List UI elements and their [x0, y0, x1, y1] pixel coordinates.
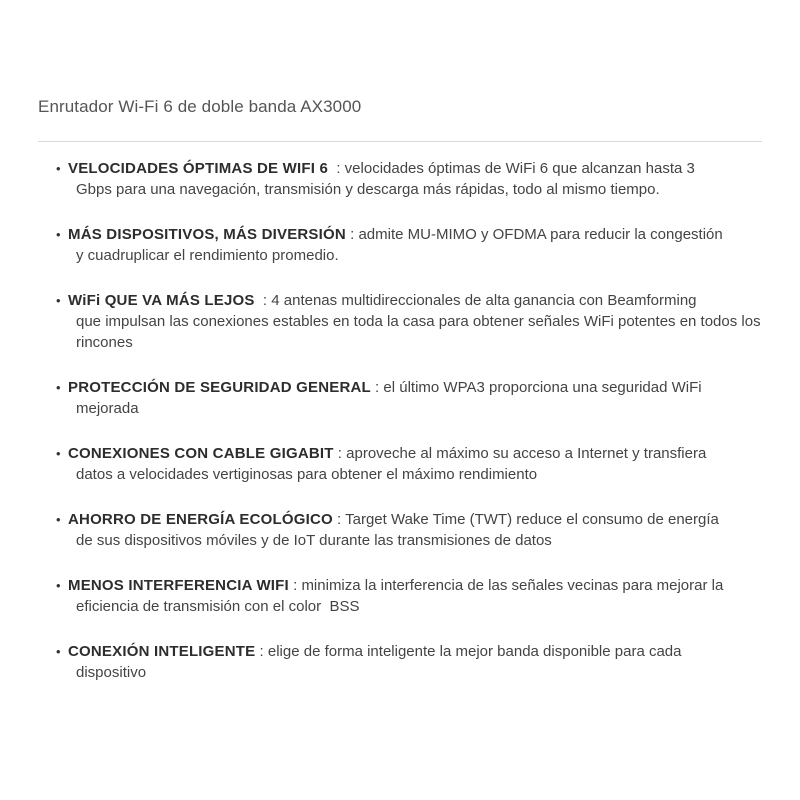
feature-description: velocidades óptimas de WiFi 6 que alcanzan hasta 3 — [344, 160, 695, 177]
feature-description-continued: y cuadruplicar el rendimiento promedio. — [76, 247, 339, 264]
bullet-icon: • — [56, 293, 61, 308]
feature-item — [56, 509, 766, 551]
feature-name: CONEXIONES CON CABLE GIGABIT — [68, 445, 334, 462]
feature-name: WiFi QUE VA MÁS LEJOS — [68, 292, 255, 309]
feature-separator: : — [254, 292, 272, 309]
feature-item — [56, 443, 766, 485]
feature-description-continued: mejorada — [76, 400, 139, 417]
feature-separator: : — [370, 379, 384, 396]
bullet-icon: • — [56, 578, 61, 593]
feature-text — [56, 443, 766, 485]
feature-separator: : — [345, 226, 359, 243]
feature-description: Target Wake Time (TWT) reduce el consumo de energía — [345, 511, 719, 528]
feature-text — [56, 158, 766, 200]
feature-name: VELOCIDADES ÓPTIMAS DE WIFI 6 — [68, 160, 328, 177]
feature-text — [56, 224, 766, 266]
feature-separator: : — [255, 643, 268, 660]
feature-description: elige de forma inteligente la mejor banda disponible para cada — [267, 643, 682, 660]
feature-description: minimiza la interferencia de las señales vecinas para mejorar la — [301, 577, 724, 594]
bullet-icon: • — [56, 512, 61, 527]
bullet-icon: • — [56, 446, 61, 461]
bullet-icon: • — [56, 161, 61, 176]
feature-name: CONEXIÓN INTELIGENTE — [68, 643, 256, 660]
feature-item — [56, 377, 766, 419]
bullet-icon: • — [56, 380, 61, 395]
page-title: Enrutador Wi-Fi 6 de doble banda AX3000 — [38, 97, 362, 116]
feature-name: AHORRO DE ENERGÍA ECOLÓGICO — [68, 511, 333, 528]
feature-separator: : — [328, 160, 345, 177]
feature-description-continued: Gbps para una navegación, transmisión y descarga más rápidas, todo al mismo tiempo. — [76, 181, 660, 198]
feature-item — [56, 290, 766, 353]
feature-description-continued: que impulsan las conexiones estables en toda la casa para obtener señales WiFi potentes en todos los rincones — [76, 313, 761, 351]
feature-text — [56, 641, 766, 683]
feature-separator: : — [333, 445, 347, 462]
bullet-icon: • — [56, 227, 61, 242]
feature-name: MENOS INTERFERENCIA WIFI — [68, 577, 289, 594]
feature-description-continued: de sus dispositivos móviles y de IoT durante las transmisiones de datos — [76, 532, 552, 549]
feature-item — [56, 158, 766, 200]
feature-description: aproveche al máximo su acceso a Internet y transfiera — [346, 445, 707, 462]
feature-name: PROTECCIÓN DE SEGURIDAD GENERAL — [68, 379, 371, 396]
feature-text — [56, 575, 766, 617]
feature-item — [56, 641, 766, 683]
feature-item — [56, 224, 766, 266]
feature-text — [56, 509, 766, 551]
bullet-icon: • — [56, 644, 61, 659]
feature-description: 4 antenas multidireccionales de alta ganancia con Beamforming — [271, 292, 697, 309]
feature-text — [56, 290, 766, 353]
feature-description: admite MU-MIMO y OFDMA para reducir la congestión — [358, 226, 723, 243]
feature-separator: : — [288, 577, 302, 594]
feature-name: MÁS DISPOSITIVOS, MÁS DIVERSIÓN — [68, 226, 346, 243]
feature-description-continued: dispositivo — [76, 664, 147, 681]
feature-item — [56, 575, 766, 617]
feature-description-continued: datos a velocidades vertiginosas para obtener el máximo rendimiento — [76, 466, 538, 483]
feature-separator: : — [332, 511, 346, 528]
feature-description: el último WPA3 proporciona una seguridad WiFi — [383, 379, 702, 396]
feature-text — [56, 377, 766, 419]
feature-description-continued: eficiencia de transmisión con el color BSS — [76, 598, 360, 615]
